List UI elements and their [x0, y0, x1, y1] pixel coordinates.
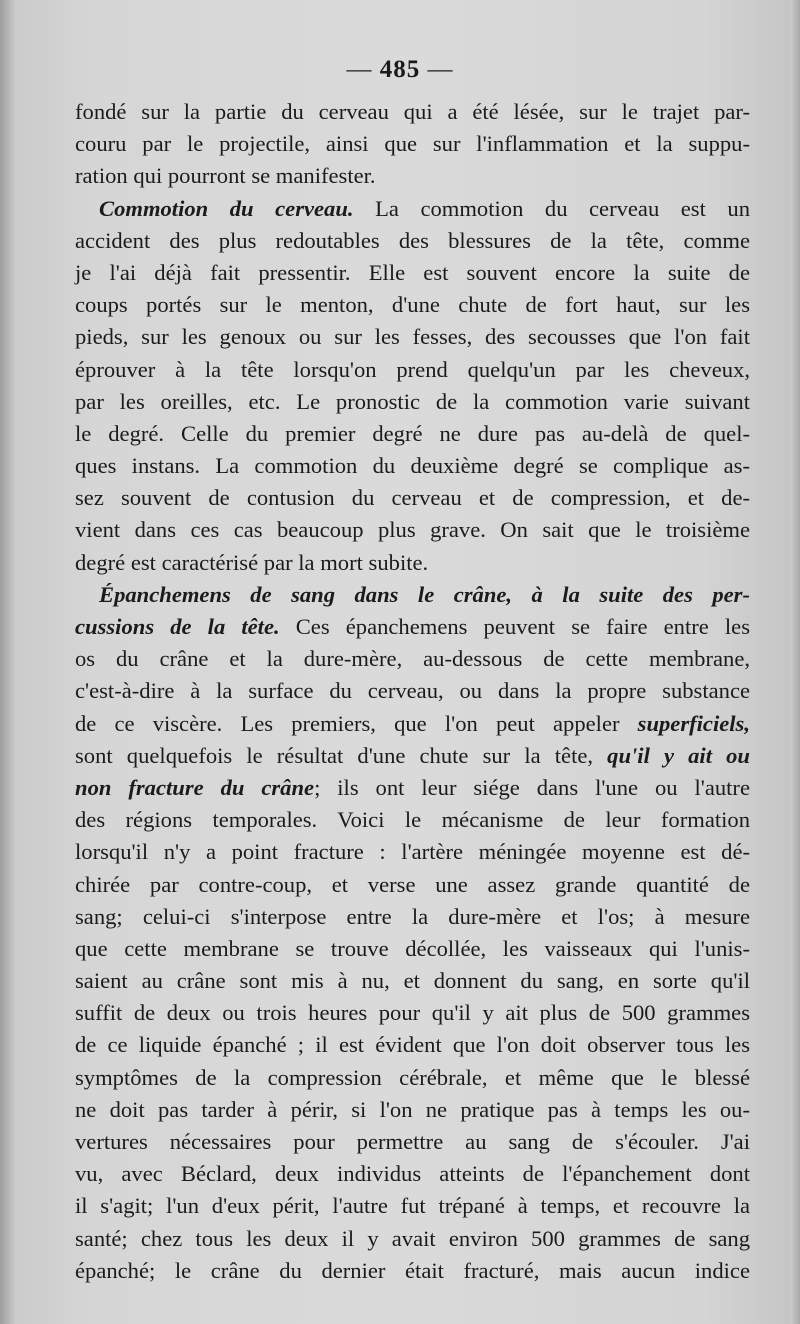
text-line: [75, 160, 750, 192]
text-line: [75, 1094, 750, 1126]
text-line: [75, 772, 750, 804]
text-line: [75, 257, 750, 289]
line-text: épanché; le crâne du dernier était fracturé, mais aucun indice: [75, 1257, 750, 1283]
line-text: couru par le projectile, ainsi que sur l'inflammation et la suppu-: [75, 131, 750, 157]
line-text: fondé sur la partie du cerveau qui a été lésée, sur le trajet par-: [75, 99, 750, 124]
text-line: [75, 901, 750, 933]
text-line: [75, 547, 750, 579]
line-text: suffit de deux ou trois heures pour qu'il y ait plus de 500 grammes: [75, 1000, 750, 1026]
line-text: symptômes de la compression cérébrale, et même que le blessé: [75, 1064, 750, 1090]
line-text: de ce liquide épanché ; il est évident que l'on doit observer tous les: [75, 1032, 750, 1058]
line-text: c'est-à-dire à la surface du cerveau, ou dans la propre substance: [75, 678, 750, 704]
line-text: vertures nécessaires pour permettre au sang de s'écouler. J'ai: [75, 1129, 750, 1154]
text-line: [75, 1223, 750, 1255]
line-text: éprouver à la tête lorsqu'on prend quelqu'un par les cheveux,: [75, 356, 750, 382]
text-line: [75, 1062, 750, 1094]
line-text: accident des plus redoutables des blessures de la tête, comme: [75, 227, 750, 253]
text-line: [75, 96, 750, 128]
line-text: La commotion du cerveau est un: [353, 195, 750, 221]
page-number: 485: [379, 56, 421, 83]
text-line: [75, 965, 750, 997]
line-text: ques instans. La commotion du deuxième degré se complique as-: [75, 453, 750, 479]
text-line: [75, 804, 750, 836]
page-number-dash-left: —: [346, 56, 373, 83]
line-text: des régions temporales. Voici le mécanisme de leur formation: [75, 807, 750, 833]
line-text: sez souvent de contusion du cerveau et de compression, et de-: [75, 485, 750, 511]
text-line: [75, 836, 750, 868]
page-edge-shadow: [790, 0, 800, 1324]
text-line: [75, 514, 750, 546]
text-line: [75, 1190, 750, 1222]
text-line: [75, 740, 750, 772]
text-line: [75, 321, 750, 353]
line-text: ne doit pas tarder à périr, si l'on ne pratique pas à temps les ou-: [75, 1096, 750, 1122]
text-line: [75, 1158, 750, 1190]
emphasis-text: non fracture du crâne: [75, 774, 315, 800]
line-text: santé; chez tous les deux il y avait environ 500 grammes de sang: [75, 1225, 750, 1251]
text-line: [75, 193, 750, 225]
text-line: [75, 611, 750, 643]
text-line: [75, 708, 750, 740]
line-text: Ces épanchemens peuvent se faire entre les: [279, 614, 750, 639]
text-line: [75, 1029, 750, 1061]
line-text: coups portés sur le menton, d'une chute de fort haut, sur les: [75, 292, 750, 318]
text-line: [75, 482, 750, 514]
line-text: il s'agit; l'un d'eux périt, l'autre fut trépané à temps, et recouvre la: [75, 1193, 750, 1219]
page-gutter-shadow: [0, 0, 14, 1324]
text-line: [75, 354, 750, 386]
line-text: saient au crâne sont mis à nu, et donnent du sang, en sorte qu'il: [75, 968, 750, 994]
line-text: je l'ai déjà fait pressentir. Elle est souvent encore la suite de: [75, 259, 750, 285]
page-number-dash-right: —: [427, 56, 454, 83]
line-text: par les oreilles, etc. Le pronostic de la commotion varie suivant: [75, 388, 750, 414]
line-text: que cette membrane se trouve décollée, les vaisseaux qui l'unis-: [75, 935, 750, 961]
text-line: [75, 997, 750, 1029]
text-line: [75, 386, 750, 418]
line-text: de ce viscère. Les premiers, que l'on peut appeler: [75, 710, 638, 736]
line-text: degré est caractérisé par la mort subite.: [75, 549, 429, 575]
emphasis-text: Commotion du cerveau.: [99, 195, 354, 221]
text-line: [75, 643, 750, 675]
page-number-header: [0, 56, 800, 84]
text-line: [75, 869, 750, 901]
body-text: [75, 96, 750, 1287]
emphasis-text: Épanchemens de sang dans le crâne, à la suite des per-: [99, 581, 750, 607]
line-text: chirée par contre-coup, et verse une assez grande quantité de: [75, 871, 750, 897]
text-line: [75, 225, 750, 257]
text-line: [75, 1126, 750, 1158]
text-line: [75, 450, 750, 482]
line-text: vient dans ces cas beaucoup plus grave. On sait que le troisième: [75, 517, 750, 543]
line-text: le degré. Celle du premier degré ne dure pas au-delà de quel-: [75, 420, 750, 446]
text-line: [75, 128, 750, 160]
emphasis-text: qu'il y ait ou: [607, 742, 750, 768]
line-text: lorsqu'il n'y a point fracture : l'artère méningée moyenne est dé-: [75, 839, 750, 865]
text-line: [75, 933, 750, 965]
line-text: ; ils ont leur siége dans l'une ou l'autre: [314, 774, 750, 800]
emphasis-text: superficiels,: [637, 710, 750, 736]
text-line: [75, 418, 750, 450]
emphasis-text: cussions de la tête.: [75, 614, 280, 639]
line-text: sont quelquefois le résultat d'une chute sur la tête,: [75, 742, 608, 768]
text-line: [75, 1255, 750, 1287]
text-line: [75, 579, 750, 611]
line-text: sang; celui-ci s'interpose entre la dure-mère et l'os; à mesure: [75, 903, 750, 929]
line-text: ration qui pourront se manifester.: [75, 163, 376, 189]
line-text: os du crâne et la dure-mère, au-dessous de cette membrane,: [75, 646, 750, 672]
text-line: [75, 289, 750, 321]
line-text: pieds, sur les genoux ou sur les fesses, des secousses que l'on fait: [75, 324, 750, 350]
line-text: vu, avec Béclard, deux individus atteints de l'épanchement dont: [75, 1161, 750, 1187]
text-line: [75, 675, 750, 707]
